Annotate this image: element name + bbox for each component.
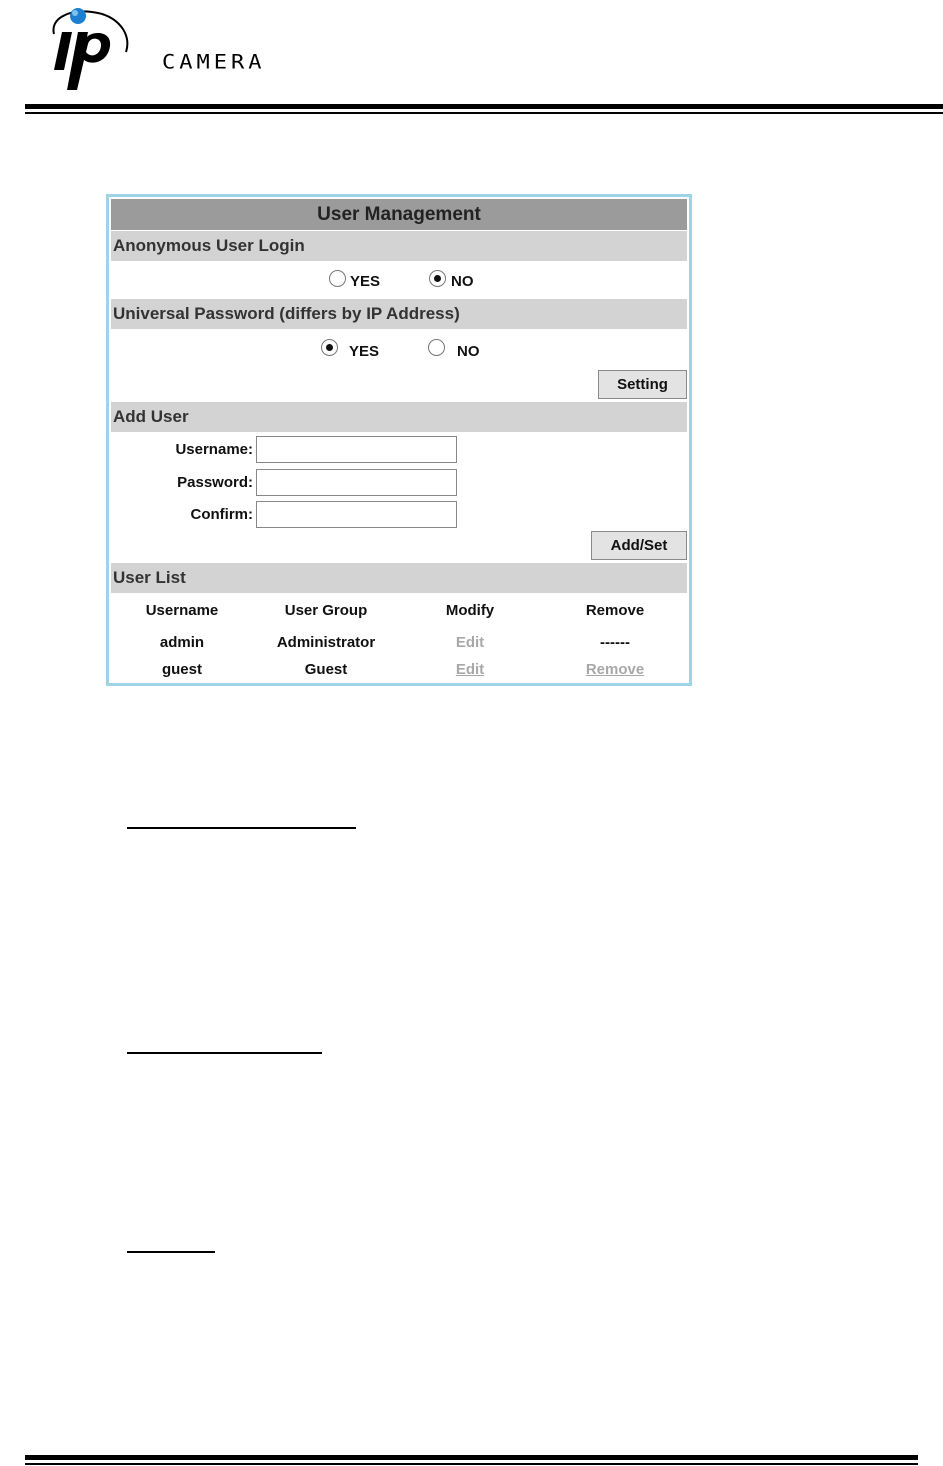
footer-rule-thin — [25, 1463, 918, 1465]
universal-password-heading: Universal Password (differs by IP Address) — [111, 299, 687, 329]
row-admin-remove-placeholder: ------ — [600, 634, 630, 651]
row-guest-edit-link[interactable]: Edit — [455, 661, 485, 678]
panel-title: User Management — [111, 199, 687, 230]
setting-button[interactable]: Setting — [598, 370, 687, 399]
password-label: Password: — [177, 474, 253, 491]
column-header-user-group: User Group — [284, 602, 368, 619]
universal-yes-label: YES — [349, 343, 380, 360]
universal-no-radio[interactable] — [428, 339, 445, 356]
row-admin-group: Administrator — [276, 634, 376, 651]
row-guest-group: Guest — [304, 661, 348, 678]
header-rule-thick — [25, 104, 943, 109]
add-user-heading: Add User — [111, 402, 687, 432]
user-management-panel — [106, 194, 692, 686]
add-set-button[interactable]: Add/Set — [591, 531, 687, 560]
logo-camera-text: CAMERA — [162, 51, 266, 74]
section-heading-underline-2 — [127, 1052, 322, 1054]
column-header-username: Username — [145, 602, 219, 619]
anonymous-no-radio[interactable] — [429, 270, 446, 287]
anonymous-no-label: NO — [451, 273, 474, 290]
confirm-label: Confirm: — [190, 506, 253, 523]
confirm-input[interactable] — [256, 501, 457, 528]
anonymous-yes-label: YES — [350, 273, 381, 290]
user-list-heading: User List — [111, 563, 687, 593]
universal-no-label: NO — [457, 343, 480, 360]
section-heading-underline-1 — [127, 827, 356, 829]
section-heading-underline-3 — [127, 1251, 215, 1253]
ip-camera-logo — [40, 4, 300, 94]
header-rule-thin — [25, 112, 943, 114]
row-admin-username: admin — [159, 634, 205, 651]
username-input[interactable] — [256, 436, 457, 463]
anonymous-yes-radio[interactable] — [329, 270, 346, 287]
anonymous-login-heading: Anonymous User Login — [111, 231, 687, 261]
universal-yes-radio[interactable] — [321, 339, 338, 356]
ip-logo-icon — [40, 4, 170, 94]
row-guest-username: guest — [161, 661, 202, 678]
password-input[interactable] — [256, 469, 457, 496]
row-guest-remove-link[interactable]: Remove — [585, 661, 645, 678]
footer-rule-thick — [25, 1455, 918, 1460]
username-label: Username: — [175, 441, 253, 458]
column-header-modify: Modify — [445, 602, 495, 619]
column-header-remove: Remove — [585, 602, 645, 619]
row-admin-edit-link: Edit — [455, 634, 485, 651]
